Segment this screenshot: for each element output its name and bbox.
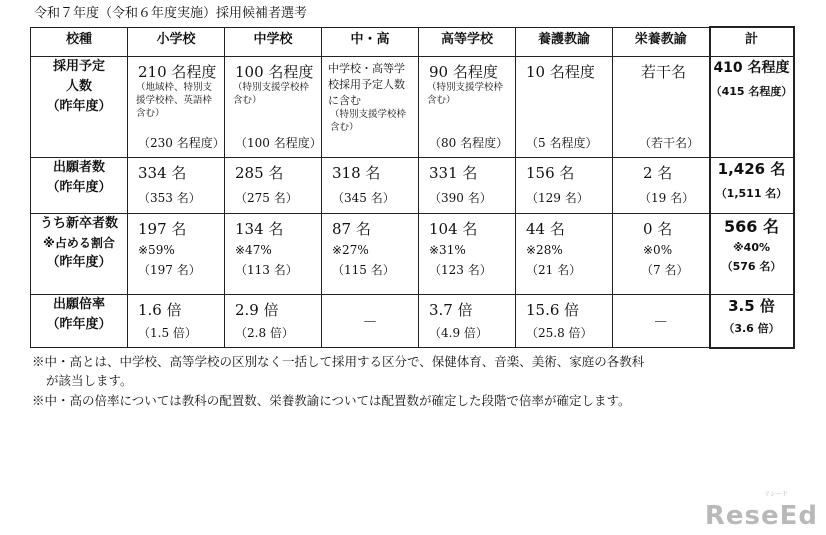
- cell-prev: （25.8 倍）: [526, 326, 593, 340]
- total-prev: （1,511 名）: [715, 187, 788, 200]
- cell-ratio-high-school: [419, 295, 516, 348]
- cell-main: 156 名: [526, 164, 575, 182]
- cell-pct: ※0%: [643, 243, 673, 257]
- cell-graduates-junior-senior: [322, 214, 419, 295]
- cell-pct: ※59%: [138, 243, 175, 257]
- cell-prev: （390 名）: [429, 191, 492, 205]
- cell-applicants-junior-senior: [322, 158, 419, 214]
- total-main: 566 名: [724, 217, 779, 236]
- cell-main: 2.9 倍: [235, 301, 279, 319]
- total-main: 410 名程度: [713, 60, 790, 76]
- row-label-applicants: [31, 158, 128, 214]
- cell-planned-junior-senior: [322, 57, 419, 158]
- cell-main: 0 名: [643, 220, 673, 238]
- total-pct: ※40%: [732, 241, 771, 254]
- row-label-new-graduates: [31, 214, 128, 295]
- table-caption: 令和７年度（令和６年度実施）採用候補者選考: [34, 6, 308, 21]
- cell-graduates-elementary: [128, 214, 225, 295]
- cell-pct: ※27%: [332, 243, 369, 257]
- header-kind: 校種: [31, 27, 128, 57]
- cell-ratio-junior-high: [225, 295, 322, 348]
- cell-main: 87 名: [332, 220, 371, 238]
- cell-prev: （19 名）: [639, 191, 695, 205]
- cell-prev: （345 名）: [332, 191, 395, 205]
- cell-main: 285 名: [235, 164, 284, 182]
- header-nurse-teacher: 養護教諭: [516, 27, 613, 57]
- cell-planned-junior-high: [225, 57, 322, 158]
- cell-graduates-high-school: [419, 214, 516, 295]
- cell-planned-elementary: [128, 57, 225, 158]
- cell-graduates-nutrition-teacher: [613, 214, 710, 295]
- row-label-ratio: [31, 295, 128, 348]
- cell-graduates-total: [710, 214, 794, 295]
- cell-ratio-elementary: [128, 295, 225, 348]
- cell-prev: （197 名）: [138, 263, 201, 277]
- cell-main: 若干名: [641, 63, 687, 81]
- cell-main: 210 名程度: [138, 63, 217, 81]
- cell-main: 90 名程度: [429, 63, 498, 81]
- cell-prev: （7 名）: [641, 263, 689, 277]
- cell-ratio-nutrition-teacher: [613, 295, 710, 348]
- cell-graduates-junior-high: [225, 214, 322, 295]
- cell-main: 318 名: [332, 164, 381, 182]
- header-elementary: 小学校: [128, 27, 225, 57]
- header-junior-senior: 中・高: [322, 27, 419, 57]
- cell-applicants-total: [710, 158, 794, 214]
- total-prev: （3.6 倍）: [723, 322, 780, 335]
- cell-prev: （若干名）: [639, 136, 700, 150]
- row-label-line: 出願者数: [52, 160, 105, 175]
- total-main: 3.5 倍: [728, 297, 775, 315]
- cell-prev: （2.8 倍）: [235, 326, 294, 340]
- cell-ratio-nurse-teacher: [516, 295, 613, 348]
- logo-subtext: リシード: [763, 491, 788, 498]
- cell-prev: （5 名程度）: [526, 136, 598, 150]
- cell-main: 134 名: [235, 220, 284, 238]
- cell-main: 15.6 倍: [526, 301, 580, 319]
- cell-main: 3.7 倍: [429, 301, 473, 319]
- footnote-2: ※中・高の倍率については教科の配置数、栄養教諭については配置数が確定した段階で倍率が確定します。: [32, 392, 631, 408]
- row-label-line: 出願倍率: [52, 297, 105, 312]
- cell-main: 1.6 倍: [138, 301, 182, 319]
- cell-main: 334 名: [138, 164, 187, 182]
- cell-prev: （1.5 倍）: [138, 326, 197, 340]
- row-new-graduates: [31, 214, 794, 295]
- cell-main: 100 名程度: [235, 63, 314, 81]
- row-label-line: 人数: [65, 79, 92, 95]
- row-applicants: [31, 158, 794, 214]
- row-label-line: （昨年度）: [46, 180, 112, 196]
- cell-main: 331 名: [429, 164, 478, 182]
- cell-pct: ※47%: [235, 243, 272, 257]
- cell-main: 10 名程度: [526, 63, 595, 81]
- total-prev: （576 名）: [721, 260, 782, 273]
- row-label-line: うち新卒者数: [39, 216, 118, 231]
- row-label-line: （昨年度）: [46, 317, 112, 333]
- cell-ratio-total: [710, 295, 794, 348]
- cell-main: 2 名: [643, 164, 673, 182]
- cell-prev: （4.9 倍）: [429, 326, 488, 340]
- cell-planned-total: [710, 57, 794, 158]
- cell-main: 197 名: [138, 220, 187, 238]
- cell-prev: （21 名）: [526, 263, 582, 277]
- cell-main: 中学校・高等学校採用予定人数に含む: [328, 62, 405, 107]
- cell-planned-high-school: [419, 57, 516, 158]
- cell-prev: （129 名）: [526, 191, 589, 205]
- cell-pct: ※31%: [429, 243, 466, 257]
- cell-applicants-junior-high: [225, 158, 322, 214]
- cell-applicants-elementary: [128, 158, 225, 214]
- total-main: 1,426 名: [717, 160, 786, 178]
- header-nutrition-teacher: 栄養教諭: [613, 27, 710, 57]
- cell-graduates-nurse-teacher: [516, 214, 613, 295]
- cell-main: 44 名: [526, 220, 565, 238]
- cell-prev: （80 名程度）: [429, 136, 509, 150]
- cell-dash: －: [362, 313, 378, 331]
- cell-note: （地域枠、特別支援学校枠、英語枠含む）: [136, 82, 213, 119]
- cell-prev: （230 名程度）: [138, 136, 225, 150]
- cell-applicants-high-school: [419, 158, 516, 214]
- row-label-line: ※占める割合: [43, 236, 115, 251]
- cell-planned-nutrition-teacher: [613, 57, 710, 158]
- cell-applicants-nurse-teacher: [516, 158, 613, 214]
- total-prev: （415 名程度）: [710, 85, 793, 98]
- cell-prev: （123 名）: [429, 263, 492, 277]
- cell-main: 104 名: [429, 220, 478, 238]
- cell-applicants-nutrition-teacher: [613, 158, 710, 214]
- row-label-line: 採用予定: [52, 59, 105, 74]
- row-planned: [31, 57, 794, 158]
- cell-prev: （100 名程度）: [235, 136, 322, 150]
- cell-prev: （275 名）: [235, 191, 298, 205]
- header-high-school: 高等学校: [419, 27, 516, 57]
- cell-prev: （113 名）: [235, 263, 298, 277]
- cell-note: （特別支援学校枠含む）: [330, 108, 407, 133]
- cell-ratio-junior-senior: [322, 295, 419, 348]
- recruitment-table: [30, 26, 795, 349]
- cell-pct: ※28%: [526, 243, 563, 257]
- header-total: 計: [710, 27, 794, 57]
- cell-planned-nurse-teacher: [516, 57, 613, 158]
- row-ratio: [31, 295, 794, 348]
- row-label-line: （昨年度）: [46, 254, 112, 270]
- row-label-planned: [31, 57, 128, 158]
- cell-dash: －: [653, 313, 669, 331]
- cell-note: （特別支援学校枠含む）: [233, 82, 310, 106]
- footnotes: [32, 352, 644, 410]
- reseed-logo: ReseEd: [704, 501, 818, 531]
- header-row: [31, 27, 794, 57]
- row-label-line: （昨年度）: [46, 99, 112, 115]
- footnote-1-continued: が該当します。: [46, 373, 133, 389]
- cell-note: （特別支援学校枠含む）: [427, 82, 504, 106]
- cell-prev: （353 名）: [138, 191, 201, 205]
- header-junior-high: 中学校: [225, 27, 322, 57]
- cell-prev: （115 名）: [332, 263, 395, 277]
- footnote-1: ※中・高とは、中学校、高等学校の区別なく一括して採用する区分で、保健体育、音楽、美術、家庭の各教科: [32, 354, 645, 369]
